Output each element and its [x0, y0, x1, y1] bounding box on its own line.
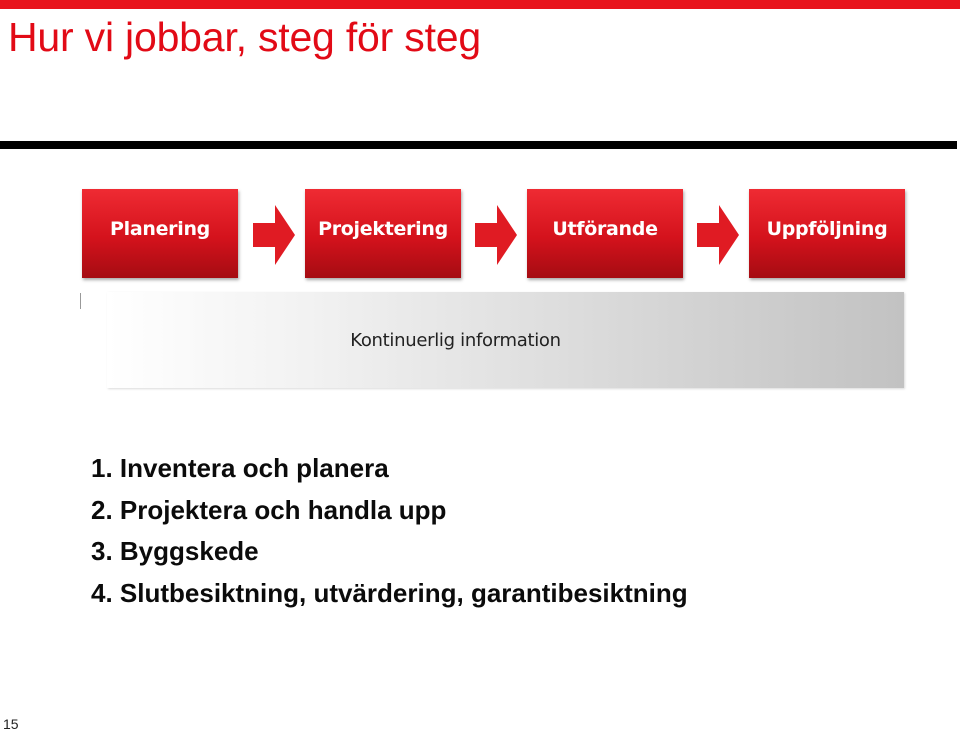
step-label: Projektering — [318, 218, 448, 240]
info-bar-label: Kontinuerlig information — [350, 330, 561, 351]
right-arrow-icon — [697, 205, 739, 265]
list-item: 3. Byggskede — [91, 536, 259, 566]
slide-title: Hur vi jobbar, steg för steg — [8, 14, 481, 60]
list-item: 1. Inventera och planera — [91, 453, 389, 483]
title-divider — [0, 141, 957, 149]
step-utforande — [527, 189, 683, 278]
page-number: 15 — [3, 716, 19, 732]
step-projektering — [305, 189, 461, 278]
right-arrow-icon — [253, 205, 295, 265]
step-label: Uppföljning — [766, 218, 888, 240]
top-accent-bar — [0, 0, 960, 9]
list-item: 2. Projektera och handla upp — [91, 494, 447, 525]
step-label: Planering — [110, 218, 210, 240]
divider-tick — [80, 293, 81, 309]
step-label: Utförande — [552, 218, 658, 240]
list-item: 4. Slutbesiktning, utvärdering, garantibesiktning — [91, 577, 688, 608]
step-planering — [82, 189, 238, 278]
steps-list — [91, 448, 688, 614]
step-uppfoljning — [749, 189, 905, 278]
right-arrow-icon — [475, 205, 517, 265]
continuous-info-bar — [107, 292, 904, 388]
